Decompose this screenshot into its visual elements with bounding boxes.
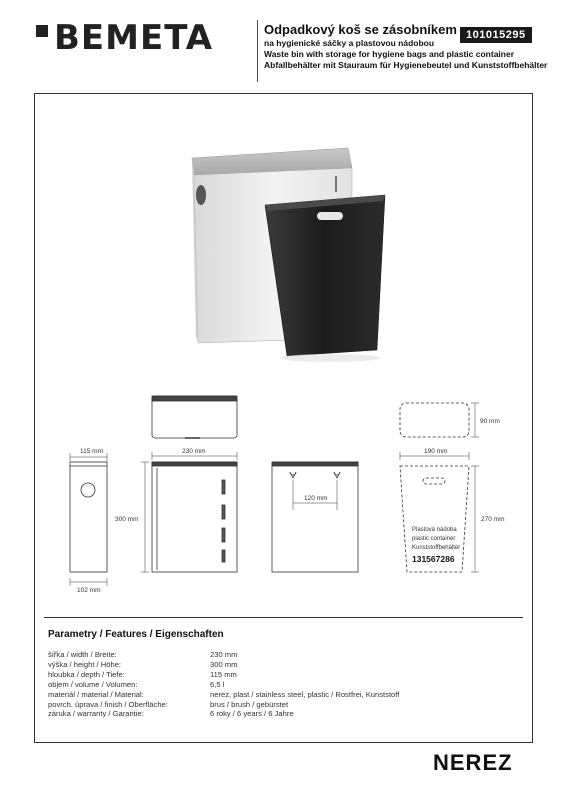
subtitle-de: Abfallbehälter mit Stauraum für Hygienebeutel und Kunststoffbehälter (264, 60, 548, 70)
dim-300-label: 300 mm (115, 516, 139, 523)
param-value: nerez, plast / stainless steel, plastic / Rostfrei, Kunststoff (210, 689, 400, 699)
subtitle-cz: na hygienické sáčky a plastovou nádobou (264, 38, 435, 48)
param-label: záruka / warranty / Garantie: (48, 709, 144, 719)
param-row (48, 690, 399, 700)
param-value: 6,5 l (210, 679, 225, 689)
param-label: šířka / width / Breite: (48, 650, 117, 659)
params-table (48, 650, 399, 719)
params-divider (44, 617, 523, 618)
param-row (48, 680, 399, 690)
dim-190-label: 190 mm (424, 448, 448, 455)
container-label-en: plastic container (412, 536, 456, 542)
dim-line-270 (471, 466, 479, 572)
logo-text: BEMETA (54, 18, 214, 58)
param-label: povrch. úprava / finish / Oberfläche: (48, 699, 168, 709)
subtitle-en: Waste bin with storage for hygiene bags and plastic container (264, 49, 515, 59)
dim-230-label: 230 mm (182, 448, 206, 455)
container-label-cz: Plastová nádoba (412, 527, 457, 533)
param-value: 230 mm (210, 650, 238, 659)
product-title: Odpadkový koš se zásobníkem (264, 22, 457, 37)
dim-line-90 (471, 403, 479, 437)
dim-102-label: 102 mm (77, 587, 101, 594)
front-view (152, 462, 237, 572)
param-row (48, 660, 399, 670)
container-code: 131567286 (412, 554, 455, 564)
param-value: 300 mm (210, 659, 238, 669)
param-row (48, 670, 399, 680)
param-value: brus / brush / gebürstet (210, 699, 289, 709)
param-label: výška / height / Höhe: (48, 659, 122, 669)
back-view (272, 462, 358, 572)
param-value: 6 roky / 6 years / 6 Jahre (210, 709, 294, 719)
product-code-badge: 101015295 (460, 27, 532, 43)
param-label: hloubka / depth / Tiefe: (48, 669, 125, 679)
product-photo (192, 148, 385, 362)
param-row (48, 650, 399, 660)
param-value: 115 mm (210, 669, 237, 679)
params-title: Parametry / Features / Eigenschaften (48, 629, 224, 640)
container-label-de: Kunststoffbehälter (412, 545, 461, 551)
dim-line-115 (70, 453, 107, 586)
dim-270-label: 270 mm (481, 516, 505, 523)
param-label: objem / volume / Volumen: (48, 679, 138, 689)
material-footer: NEREZ (433, 750, 513, 775)
param-row (48, 700, 399, 710)
dim-120-label: 120 mm (304, 495, 328, 502)
dim-line-300 (141, 462, 149, 572)
dim-115-label: 115 mm (80, 448, 103, 455)
param-label: materiál / material / Material: (48, 689, 144, 699)
param-row (48, 709, 399, 719)
top-view (152, 396, 237, 438)
side-view (70, 462, 107, 572)
dim-90-label: 90 mm (480, 418, 500, 425)
container-top-view (400, 403, 469, 437)
